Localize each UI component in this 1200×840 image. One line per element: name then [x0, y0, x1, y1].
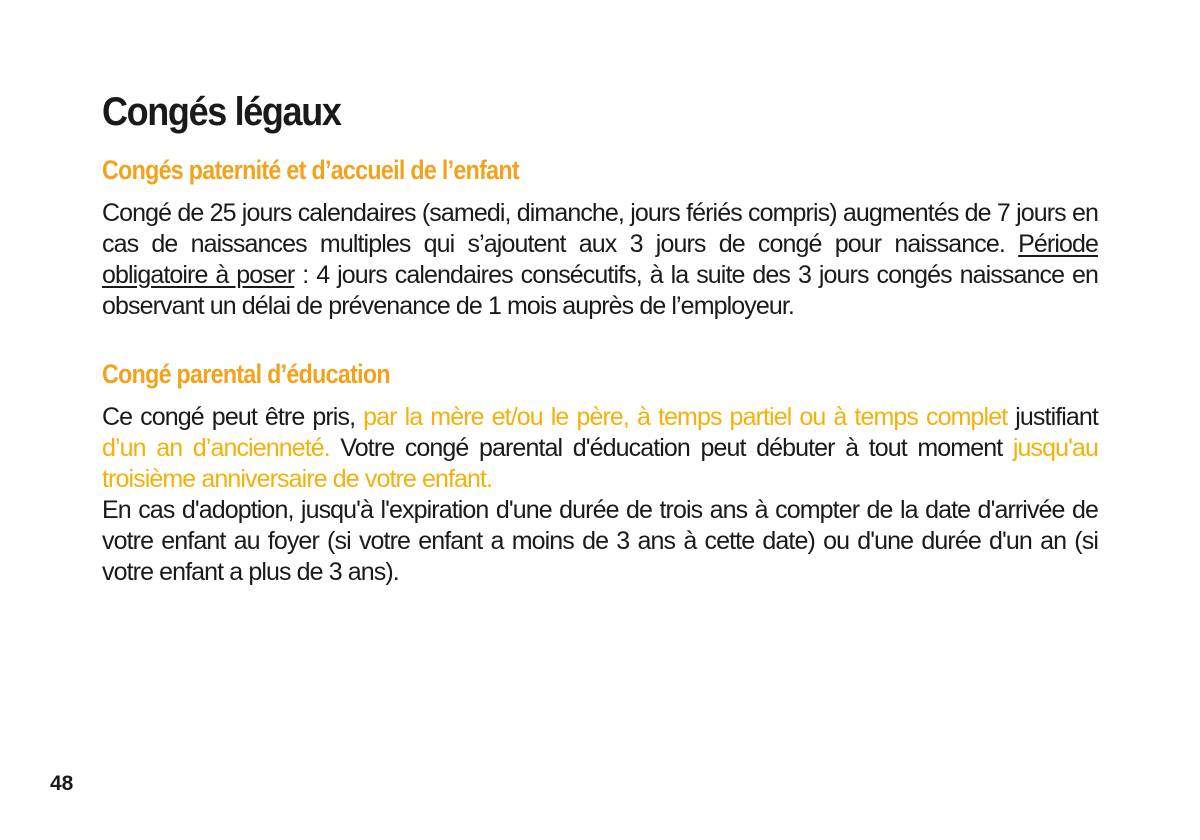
- parental-highlight-1: par la mère et/ou le père, à temps partiel ou à temps complet: [363, 403, 1008, 431]
- page-number: 48: [50, 772, 74, 795]
- mandatory-period-text: : 4 jours calendaires consécutifs, à la suite des 3 jours congés naissance en observant un délai de prévenance de 1 mois auprès de l’employeur.: [102, 261, 1098, 320]
- parental-text-3: Votre congé parental d'éducation peut débuter à tout moment: [329, 434, 1013, 462]
- section-title-parental: Congé parental d’éducation: [102, 359, 390, 389]
- parental-text-1: Ce congé peut être pris,: [102, 403, 364, 431]
- paternity-text: Congé de 25 jours calendaires (samedi, dimanche, jours fériés compris) augmentés de 7 jours en cas de naissances multiples qui s’ajoutent aux 3 jours de congé pour naissance.: [102, 199, 1098, 258]
- section-title-paternity: Congés paternité et d’accueil de l’enfant: [102, 155, 519, 185]
- paternity-paragraph: [102, 198, 1098, 322]
- parental-highlight-2: d’un an d’ancienneté.: [102, 434, 330, 462]
- page-title: Congés légaux: [102, 90, 341, 134]
- parental-highlight-3: jusqu'au troisième anniversaire de votre enfant.: [102, 434, 1098, 493]
- page-content: [102, 88, 1098, 588]
- parental-paragraph: [102, 402, 1098, 495]
- mandatory-period-label: Période obligatoire à poser: [102, 230, 1098, 289]
- parental-text-2: justifiant: [1007, 403, 1098, 431]
- adoption-paragraph: En cas d'adoption, jusqu'à l'expiration d'une durée de trois ans à compter de la date d'arrivée de votre enfant au foyer (si votre enfant a moins de 3 ans à cette date) ou d'une durée d'un an (si votre enfant a plus de 3 ans).: [102, 496, 1098, 586]
- section-paternity-leave: [102, 154, 1098, 322]
- section-parental-leave: [102, 358, 1098, 588]
